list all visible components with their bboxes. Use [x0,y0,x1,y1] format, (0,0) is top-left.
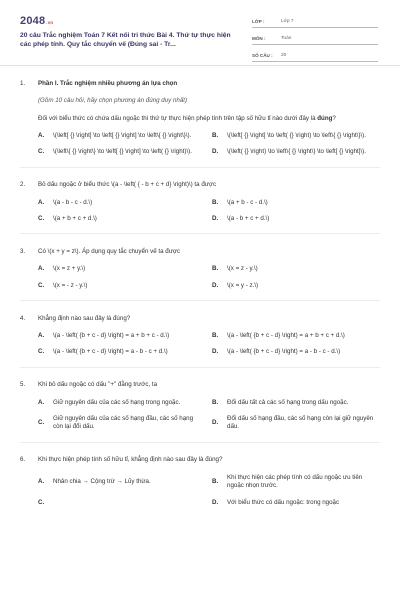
meta-row-subject [252,31,378,45]
option-text: \(x = y - z.\) [227,281,259,289]
option-b[interactable] [212,332,382,340]
options-grid [38,332,380,357]
question-1 [20,80,380,167]
document-meta [252,14,378,62]
question-text: Có \(x + y = z\). Áp dụng quy tắc chuyển vế ta được [38,248,180,256]
option-c[interactable] [38,215,208,223]
option-text: \(\left\{ {} \right\} \to \left[ {} \right] \to \left( {} \right)\). [53,148,192,156]
options-grid [38,265,380,290]
option-c[interactable] [38,348,208,356]
option-key: D. [212,419,219,427]
option-key: C. [38,498,45,506]
option-text: \(a - \left( {b + c - d} \right) = a - b - c + d.\) [53,348,168,356]
question-text: Khẳng định nào sau đây là đúng? [38,314,131,322]
question-5 [20,381,380,442]
option-key: A. [38,132,45,140]
question-heading [20,315,380,323]
question-heading [20,248,380,256]
option-text: Nhân chia → Cộng trừ → Lũy thừa. [53,477,151,485]
option-key: B. [212,265,219,273]
option-key: A. [38,332,45,340]
option-text: \(\left( {} \right) \to \left\{ {} \right\} \to \left[ {} \right]\). [227,148,366,156]
option-text: \(x = z + y.\) [53,265,86,273]
meta-label: MÔN : [252,35,266,41]
question-text: Bỏ dấu ngoặc ở biểu thức \(a - \left( { - b + c + d} \right)\) ta được [38,181,217,189]
option-d[interactable] [212,415,382,432]
option-a[interactable] [38,399,208,407]
option-key: C. [38,215,45,223]
option-key: A. [38,477,45,485]
question-text [38,115,358,123]
section-instruction: (Gồm 10 câu hỏi, hãy chọn phương án đúng duy nhất) [38,97,188,105]
option-text: \(a - \left( {b + c - d} \right) = a - b - c - d.\) [227,348,341,356]
question-3 [20,248,380,301]
option-text: \(a - b - c - d.\) [53,198,93,206]
option-key: C. [38,419,45,427]
option-text: Đổi dấu số hạng đầu, các số hạng còn lại giữ nguyên dấu. [227,415,374,431]
option-c[interactable] [38,148,208,156]
option-text: \(a + b - c - d.\) [227,198,268,206]
option-key: D. [212,281,219,289]
option-a[interactable] [38,474,208,491]
meta-label: SỐ CÂU : [252,52,273,58]
option-c[interactable] [38,415,208,432]
question-number: 1. [20,80,26,87]
option-key: A. [38,265,45,273]
section-title: Phần I. Trắc nghiệm nhiều phương án lựa chọn [38,80,178,87]
option-text: \(a - b + c + d.\) [227,215,270,223]
meta-value: Toán [281,35,292,41]
question-4 [20,315,380,368]
option-c[interactable] [38,282,208,290]
option-key: D. [212,498,219,506]
option-key: D. [212,215,219,223]
options-grid [38,399,380,432]
option-key: B. [212,398,219,406]
site-logo[interactable] [20,14,53,29]
meta-row-count [252,48,378,62]
question-2 [20,181,380,234]
header-divider [0,65,400,66]
option-b[interactable] [212,399,382,407]
option-a[interactable] [38,265,208,273]
meta-value: 20 [281,52,287,58]
document-title: 20 câu Trắc nghiệm Toán 7 Kết nối tri thức Bài 4. Thứ tự thực hiện các phép tính. Quy tắc chuyển vế (Đúng sai - Tr... [20,32,231,49]
option-key: C. [38,348,45,356]
option-text: \(\left[ {} \right] \to \left( {} \right) \to \left\{ {} \right\}\). [227,132,366,140]
option-d[interactable] [212,148,382,156]
option-d[interactable] [212,499,382,507]
question-number: 3. [20,248,26,256]
options-grid [38,474,380,507]
section-heading [20,80,380,88]
option-c[interactable] [38,499,208,507]
question-text-emphasis: đúng [317,114,333,122]
option-key: C. [38,148,45,156]
option-key: D. [212,348,219,356]
question-number: 4. [20,314,26,322]
question-number: 5. [20,381,26,389]
option-text: \(a - \left( {b + c - d} \right) = a + b + c - d.\) [53,332,170,340]
question-text: Khi thực hiện phép tính số hữu tỉ, khẳng định nào sau đây là đúng? [38,456,223,464]
option-b[interactable] [212,265,382,273]
option-d[interactable] [212,282,382,290]
option-key: B. [212,332,219,340]
option-b[interactable] [212,132,382,140]
question-heading [20,181,380,189]
question-list [20,80,380,507]
document-header [0,0,400,64]
question-number: 2. [20,181,26,189]
options-grid [38,199,380,224]
question-heading [20,456,380,464]
logo-main: 2048 [20,15,46,27]
option-key: C. [38,281,45,289]
option-text: Giữ nguyên dấu của các số hạng trong ngoặc. [53,398,181,406]
question-text: Khi bỏ dấu ngoặc có dấu "+" đằng trước, ta [38,381,158,389]
option-a[interactable] [38,199,208,207]
option-text: Giữ nguyên dấu của các số hạng đầu, các số hạng còn lại đổi dấu. [53,415,194,431]
option-a[interactable] [38,132,208,140]
bottom-fade [0,592,400,600]
option-text: \(a - \left( {b + c - d} \right) = a + b + c + d.\) [227,332,345,340]
option-key: B. [212,198,219,206]
option-b[interactable] [212,199,382,207]
question-text-suffix: ? [332,114,336,122]
option-text: \(x = z - y.\) [227,265,258,273]
meta-row-class [252,14,378,28]
option-key: A. [38,398,45,406]
option-b[interactable] [212,474,382,491]
question-divider [20,167,380,168]
option-key: B. [212,132,219,140]
question-heading [20,381,380,389]
question-6 [20,456,380,506]
question-text-prefix: Đối với biểu thức có chứa dấu ngoặc thì thứ tự thực hiện phép tính trên tập số hữu tỉ nào dưới đây là [38,114,318,122]
option-text: Với biểu thức có dấu ngoặc: trong ngoặc [227,498,340,506]
question-divider [20,300,380,301]
option-key: A. [38,198,45,206]
question-divider [20,442,380,443]
option-text: \(\left[ {} \right] \to \left[ {} \right] \to \left\{ {} \right\}\). [53,132,192,140]
logo-tld: .vn [46,20,54,25]
option-key: D. [212,148,219,156]
options-grid [38,132,380,157]
option-a[interactable] [38,332,208,340]
question-divider [20,233,380,234]
option-d[interactable] [212,348,382,356]
option-text: \(a + b + c + d.\) [53,215,97,223]
option-d[interactable] [212,215,382,223]
meta-label: LỚP : [252,18,265,24]
option-text: \(x = - z - y.\) [53,281,88,289]
option-text: Khi thực hiện các phép tính có dấu ngoặc ưu tiên ngoặc nhọn trước. [227,473,363,490]
option-text: Đổi dấu tất cả các số hạng trong dấu ngoặc. [227,398,349,406]
question-divider [20,367,380,368]
option-key: B. [212,477,219,485]
question-number: 6. [20,456,26,464]
meta-value: Lớp 7 [281,18,294,24]
